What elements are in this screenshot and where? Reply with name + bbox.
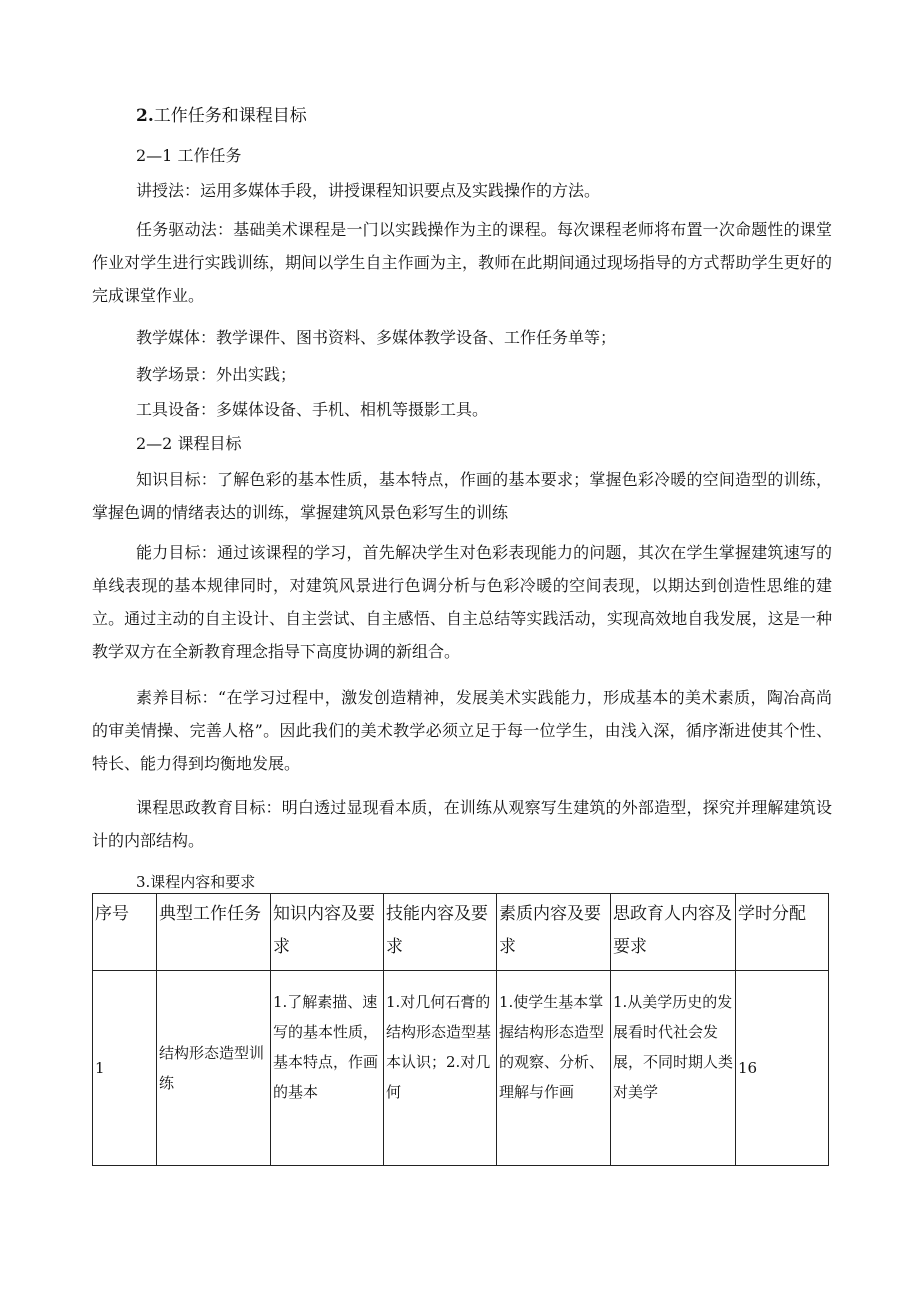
header-cell-number: 序号 xyxy=(93,894,157,971)
header-cell-knowledge: 知识内容及要求 xyxy=(271,894,384,971)
paragraph-tools: 工具设备：多媒体设备、手机、相机等摄影工具。 xyxy=(136,400,489,419)
paragraph-task-driven-method: 任务驱动法：基础美术课程是一门以实践操作为主的课程。每次课程老师将布置一次命题性的课堂作业对学生进行实践训练，期间以学生自主作画为主，教师在此期间通过现场指导的方式帮助学生更好的完成课堂作业。 xyxy=(92,220,832,305)
cell-knowledge: 1.了解素描、速写的基本性质，基本特点，作画的基本 xyxy=(271,971,384,1166)
paragraph-teaching-scene: 教学场景：外出实践； xyxy=(136,365,297,384)
section-2-title: 工作任务和课程目标 xyxy=(153,106,307,126)
cell-hours: 16 xyxy=(736,971,829,1166)
cell-skill: 1.对几何石膏的结构形态造型基本认识；2.对几何 xyxy=(384,971,497,1166)
header-cell-task: 典型工作任务 xyxy=(157,894,271,971)
paragraph-ability-goal: 能力目标：通过该课程的学习，首先解决学生对色彩表现能力的问题，其次在学生掌握建筑速写的单线表现的基本规律同时，对建筑风景进行色调分析与色彩冷暖的空间表现，以期达到创造性思维的建立。通过主动的自主设计、自主尝试、自主感悟、自主总结等实践活动，实现高效地自我发展，这是一种教学双方在全新教育理念指导下高度协调的新组合。 xyxy=(92,543,832,661)
subheading-course-goals: 2—2 课程目标 xyxy=(136,434,242,453)
cell-task: 结构形态造型训练 xyxy=(157,971,271,1166)
paragraph-quality-goal: 素养目标：“在学习过程中，激发创造精神，发展美术实践能力，形成基本的美术素质，陶冶高尚的审美情操、完善人格”。因此我们的美术教学必须立足于每一位学生，由浅入深，循序渐进使其个性、特长、能力得到均衡地发展。 xyxy=(92,688,832,773)
paragraph-knowledge-goal: 知识目标：了解色彩的基本性质，基本特点，作画的基本要求；掌握色彩冷暖的空间造型的训练，掌握色调的情绪表达的训练，掌握建筑风景色彩写生的训练 xyxy=(92,470,832,522)
cell-number: 1 xyxy=(93,971,157,1166)
paragraph-teaching-media: 教学媒体：教学课件、图书资料、多媒体教学设备、工作任务单等； xyxy=(136,328,617,347)
cell-quality: 1.使学生基本掌握结构形态造型的观察、分析、理解与作画 xyxy=(497,971,611,1166)
paragraph-ideology-goal: 课程思政教育目标：明白透过显现看本质，在训练从观察写生建筑的外部造型，探究并理解建筑设计的内部结构。 xyxy=(92,798,832,850)
table-header-row xyxy=(93,894,829,971)
section-2-number: 2. xyxy=(136,106,154,126)
table-row xyxy=(93,971,829,1166)
header-cell-quality: 素质内容及要求 xyxy=(497,894,611,971)
header-cell-ideology: 思政育人内容及要求 xyxy=(611,894,736,971)
section-2-heading xyxy=(136,104,307,128)
paragraph-lecture-method: 讲授法：运用多媒体手段，讲授课程知识要点及实践操作的方法。 xyxy=(136,181,601,200)
header-cell-skill: 技能内容及要求 xyxy=(384,894,497,971)
cell-ideology: 1.从美学历史的发展看时代社会发展，不同时期人类对美学 xyxy=(611,971,736,1166)
subheading-work-tasks: 2—1 工作任务 xyxy=(136,146,242,165)
course-content-table xyxy=(92,893,829,1166)
header-cell-hours: 学时分配 xyxy=(736,894,829,971)
section-3-heading: 3.课程内容和要求 xyxy=(136,873,256,891)
